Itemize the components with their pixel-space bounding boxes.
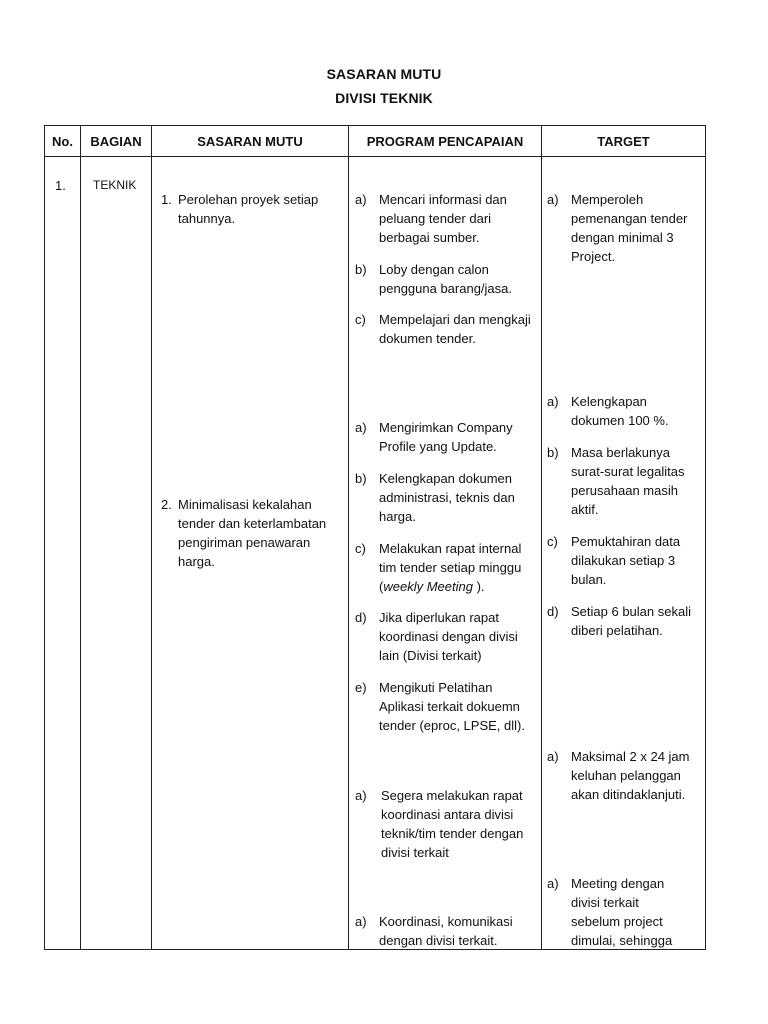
header-bagian: BAGIAN <box>90 133 142 149</box>
list-text-part: ). <box>472 579 485 594</box>
program-item <box>355 678 533 735</box>
list-marker: d) <box>547 604 559 619</box>
list-text: Loby dengan calon pengguna barang/jasa. <box>379 262 513 296</box>
header-sasaran-mutu: SASARAN MUTU <box>197 133 303 149</box>
list-text: Kelengkapan dokumen administrasi, teknis dan harga. <box>379 471 515 524</box>
list-text: Memperoleh pemenangan tender dengan minimal 3 Project. <box>571 192 688 264</box>
program-item <box>355 608 533 665</box>
list-marker: d) <box>355 610 367 625</box>
program-item <box>355 260 533 298</box>
list-marker: a) <box>355 192 367 207</box>
target-item <box>547 392 702 430</box>
header-target: TARGET <box>597 133 650 149</box>
target-item <box>547 874 687 950</box>
program-item <box>355 469 533 526</box>
sasaran-item <box>161 495 343 571</box>
list-marker: c) <box>547 534 558 549</box>
program-item <box>355 786 535 862</box>
list-text: Setiap 6 bulan sekali diberi pelatihan. <box>571 604 691 638</box>
list-marker: a) <box>547 876 559 891</box>
list-text: Koordinasi, komunikasi dengan divisi terkait. <box>379 914 513 948</box>
list-text: Mengikuti Pelatihan Aplikasi terkait dokuemn tender (eproc, LPSE, dll). <box>379 680 525 733</box>
target-item <box>547 602 702 640</box>
target-item <box>547 532 702 589</box>
list-text: Kelengkapan dokumen 100 %. <box>571 394 669 428</box>
list-marker: a) <box>547 192 559 207</box>
list-marker: a) <box>547 749 559 764</box>
list-text: Pemuktahiran data dilakukan setiap 3 bulan. <box>571 534 681 587</box>
row-number: 1. <box>55 178 66 193</box>
list-text: Mengirimkan Company Profile yang Update. <box>379 420 513 454</box>
list-text: Segera melakukan rapat koordinasi antara divisi teknik/tim tender dengan divisi terkait <box>381 788 524 860</box>
header-no: No. <box>52 133 73 149</box>
list-marker: b) <box>355 471 367 486</box>
program-item <box>355 539 537 596</box>
list-marker: c) <box>355 312 366 327</box>
list-marker: b) <box>547 445 559 460</box>
list-text: Minimalisasi kekalahan tender dan keterlambatan pengiriman penawaran harga. <box>178 497 327 569</box>
list-marker: a) <box>547 394 559 409</box>
list-marker: a) <box>355 788 367 803</box>
row-bagian: TEKNIK <box>93 178 137 192</box>
document-subtitle: DIVISI TEKNIK <box>335 90 433 106</box>
target-item <box>547 190 702 266</box>
list-text: Mencari informasi dan peluang tender dari berbagai sumber. <box>379 192 507 245</box>
table-border-right <box>705 125 706 950</box>
list-text: Meeting dengan divisi terkait sebelum project dimulai, sehingga <box>571 876 673 948</box>
list-text: Jika diperlukan rapat koordinasi dengan divisi lain (Divisi terkait) <box>379 610 518 663</box>
list-marker: a) <box>355 420 367 435</box>
list-text-italic: weekly Meeting <box>383 579 473 594</box>
list-marker: 2. <box>161 497 172 512</box>
list-marker: c) <box>355 541 366 556</box>
list-text <box>379 539 537 596</box>
program-item <box>355 418 533 456</box>
table-header-divider <box>44 156 706 157</box>
list-marker: a) <box>355 914 367 929</box>
list-marker: 1. <box>161 192 172 207</box>
program-item <box>355 912 533 950</box>
list-text: Maksimal 2 x 24 jam keluhan pelanggan akan ditindaklanjuti. <box>571 749 690 802</box>
list-text: Mempelajari dan mengkaji dokumen tender. <box>379 312 531 346</box>
table-border-left <box>44 125 45 950</box>
target-item <box>547 443 702 519</box>
list-text: Perolehan proyek setiap tahunnya. <box>178 192 319 226</box>
sasaran-item <box>161 190 341 228</box>
program-item <box>355 190 533 247</box>
list-marker: e) <box>355 680 367 695</box>
target-item <box>547 747 702 804</box>
header-program-pencapaian: PROGRAM PENCAPAIAN <box>366 133 524 149</box>
column-divider-3 <box>348 125 349 950</box>
document-title: SASARAN MUTU <box>326 66 442 82</box>
list-text: Masa berlakunya surat-surat legalitas perusahaan masih aktif. <box>571 445 685 517</box>
list-marker: b) <box>355 262 367 277</box>
program-item <box>355 310 533 348</box>
column-divider-4 <box>541 125 542 950</box>
column-divider-1 <box>80 125 81 950</box>
column-divider-2 <box>151 125 152 950</box>
list-text-part: Melakukan rapat internal tim tender setiap minggu ( <box>379 541 522 594</box>
